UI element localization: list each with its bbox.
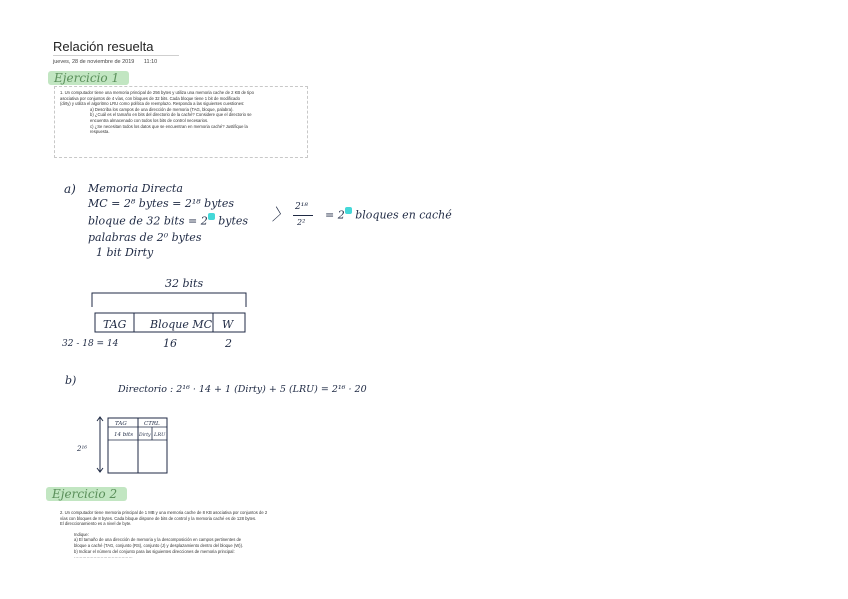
statement-line: 1. Un computador tiene una memoria principal de 256 bytes y utiliza una memoria cache de 2 KB de tipo (60, 90, 254, 95)
bytes-word: bytes (218, 214, 249, 228)
ej1-heading: Ejercicio 1 (48, 71, 129, 85)
item-line: a) El tamaño de una dirección de memoria y la descomposición en campos pertinentes de (74, 537, 242, 543)
statement-line: asociativa por conjuntos de 4 vías, con bloques de 32 bits. Cada bloque tiene 1 bit de modificado (60, 95, 240, 101)
answer-a-line: MC = 2⁸ bytes = 2¹⁸ bytes (88, 197, 234, 210)
field-block: Bloque MC (150, 318, 213, 331)
header-ctrl: CTRL (144, 421, 160, 427)
statement-line: vías con bloques de 8 bytes. Cada bloque dispone de bits de control y la memoria caché es de 128 bytes. (60, 515, 257, 521)
question-line: a) Describa los campos de una dirección de memoria (TAG, bloque, palabra). (90, 106, 234, 112)
question-line: encuentra almacenado con todos los bits de control necesarios. (90, 117, 209, 123)
size-word: 2 (225, 337, 232, 350)
block-size-text: bloque de 32 bits = 2 (88, 214, 208, 228)
bracket-symbol: 〉 (272, 205, 289, 224)
question-line: respuesta. (90, 129, 110, 135)
ej2-statement (60, 510, 292, 560)
answer-a-label: a) (64, 182, 76, 196)
directory-table (74, 414, 174, 476)
cell-lru: LRU (154, 432, 166, 438)
fraction-numerator: 2¹⁸ (295, 202, 308, 212)
statement-line: (dirty) y utiliza el algoritmo LRU como política de reemplazo. Responda a las siguientes cuestiones: (60, 101, 245, 107)
ej2-heading: Ejercicio 2 (46, 487, 127, 501)
statement-line: 2. Un computador tiene memoria principal de 1 MB y una memoria cache de 8 KB asociativa por conjuntos de 2 (60, 510, 268, 515)
title-divider (53, 55, 179, 56)
bits-bracket (92, 293, 246, 307)
prompt-line: Indique: (74, 531, 89, 537)
size-tag: 32 - 18 = 14 (62, 339, 119, 349)
size-block: 16 (163, 337, 177, 350)
cell-dirty: Dirty (139, 433, 151, 438)
bits-label: 32 bits (165, 277, 204, 290)
item-line: b) Indicar el número del conjunto para las siguientes direcciones de memoria principal: (74, 548, 235, 554)
cell-tag-bits: 14 bits (114, 432, 134, 438)
time-text: 11:10 (143, 59, 158, 65)
item-line: bloque a caché (TAG, conjunto (RS), conjunto (J) y desplazamiento dentro del bloque (W)). (74, 542, 244, 548)
header-tag: TAG (115, 421, 127, 427)
statement-line: El direccionamiento es a nivel de byte. (60, 521, 132, 527)
answer-a-line: palabras de 2⁰ bytes (88, 231, 202, 244)
result-prefix: = 2 (325, 208, 345, 222)
cyan-highlight-mark (208, 213, 215, 220)
fraction-bar (293, 215, 313, 216)
answer-b-label: b) (65, 374, 77, 387)
answer-a-line (88, 213, 248, 228)
rows-label: 2¹⁶ (77, 445, 88, 453)
ej1-statement (60, 90, 302, 135)
date-text: jueves, 28 de noviembre de 2019 (53, 59, 135, 65)
question-line: c) ¿Se necesitan todos los datos que se encuentran en memoria caché? Justifique la (90, 123, 248, 129)
result-text (325, 207, 452, 222)
result-suffix: bloques en caché (355, 208, 452, 222)
page-title: Relación resuelta (53, 39, 154, 54)
question-line: b) ¿Cuál es el tamaño en bits del directorio de la caché? Considere que el directorio se (90, 112, 252, 118)
item-line: …………………………………… (74, 554, 133, 560)
field-tag: TAG (103, 318, 127, 331)
cyan-highlight-mark (345, 207, 352, 214)
fraction-denominator: 2² (297, 218, 306, 227)
page-date (53, 59, 157, 65)
answer-a-line: Memoria Directa (88, 182, 183, 195)
address-diagram (55, 270, 265, 355)
field-word: W (222, 318, 234, 331)
directory-formula: Directorio : 2¹⁶ · 14 + 1 (Dirty) + 5 (LRU) = 2¹⁶ · 20 (118, 384, 367, 395)
answer-a-line: 1 bit Dirty (96, 246, 154, 259)
